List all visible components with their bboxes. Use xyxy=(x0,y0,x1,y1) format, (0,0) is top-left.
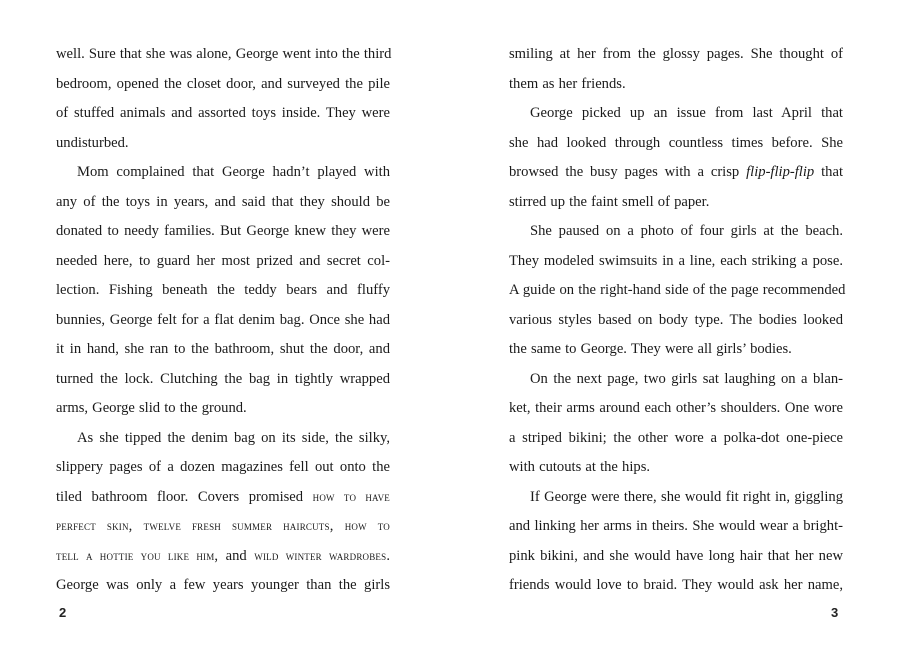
text-line: she had looked through countless times before. She xyxy=(509,134,843,151)
text-line: a striped bikini; the other wore a polka-dot one-piece xyxy=(509,429,843,446)
right-page xyxy=(509,40,846,601)
text-line: them as her friends. xyxy=(509,75,626,92)
text-line: pink bikini, and she would have long hair that her new xyxy=(509,547,843,564)
page-number-right: 3 xyxy=(831,605,839,620)
text-line: On the next page, two girls sat laughing on a blan- xyxy=(530,370,843,387)
small-caps-title: twelve fresh summer haircuts xyxy=(143,519,330,533)
text-line: stirred up the faint smell of paper. xyxy=(509,193,710,210)
page-number-left: 2 xyxy=(59,605,67,620)
text-line: arms, George slid to the ground. xyxy=(56,400,247,416)
small-caps-title: how to xyxy=(344,519,390,533)
text-line: bedroom, opened the closet door, and surveyed the pile xyxy=(56,75,390,92)
italic-text: flip-flip-flip xyxy=(746,164,815,180)
text-line: bunnies, George felt for a flat denim bag. Once she had xyxy=(56,311,390,328)
text-line: She paused on a photo of four girls at the beach. xyxy=(530,223,843,239)
text-line: needed here, to guard her most prized and secret col- xyxy=(56,252,390,269)
text-line: and linking her arms in theirs. She would wear a bright- xyxy=(509,518,843,534)
text-line xyxy=(56,483,390,513)
text-line: A guide on the right-hand side of the page recommended xyxy=(509,282,846,298)
text-run: tiled bathroom floor. Covers promised xyxy=(56,488,313,505)
text-line: smiling at her from the glossy pages. She thought of xyxy=(509,46,843,62)
text-line: donated to needy families. But George knew they were xyxy=(56,223,390,239)
text-run: browsed the busy pages with a crisp xyxy=(509,164,747,180)
small-caps-title: wild winter wardrobes xyxy=(254,548,387,563)
text-run: that xyxy=(814,164,843,180)
small-caps-title: tell a hottie you like him xyxy=(56,548,215,563)
text-run: , xyxy=(329,518,345,534)
text-line: turned the lock. Clutching the bag in tightly wrapped xyxy=(56,370,390,387)
text-line: Mom complained that George hadn’t played with xyxy=(77,164,390,180)
text-line: any of the toys in years, and said that they should be xyxy=(56,193,390,210)
text-run: . xyxy=(386,547,390,564)
text-line xyxy=(56,542,390,572)
text-line: the same to George. They were all girls’ bodies. xyxy=(509,341,792,357)
text-line: various styles based on body type. The bodies looked xyxy=(509,311,843,328)
text-line: George was only a few years younger than the girls xyxy=(56,577,390,593)
text-run: , xyxy=(128,518,144,534)
text-line xyxy=(56,512,390,542)
text-line xyxy=(509,158,843,188)
text-line: ket, their arms around each other’s shoulders. One wore xyxy=(509,400,843,416)
small-caps-title: perfect skin xyxy=(56,519,129,533)
text-line: undisturbed. xyxy=(56,134,129,151)
text-run: , and xyxy=(214,547,255,564)
text-line: If George were there, she would fit right in, giggling xyxy=(530,488,843,505)
text-line: with cutouts at the hips. xyxy=(509,459,651,475)
text-line: They modeled swimsuits in a line, each striking a pose. xyxy=(509,252,843,269)
small-caps-title: how to have xyxy=(312,489,390,504)
text-line: friends would love to braid. They would ask her name, xyxy=(509,577,843,593)
text-line: As she tipped the denim bag on its side, the silky, xyxy=(77,429,390,446)
text-line: well. Sure that she was alone, George went into the third xyxy=(56,46,392,62)
text-line: of stuffed animals and assorted toys inside. They were xyxy=(56,105,390,121)
left-page xyxy=(56,40,390,601)
text-line: lection. Fishing beneath the teddy bears and fluffy xyxy=(56,282,390,298)
text-line: slippery pages of a dozen magazines fell out onto the xyxy=(56,459,390,475)
text-line: George picked up an issue from last April that xyxy=(530,105,843,121)
text-line: it in hand, she ran to the bathroom, shut the door, and xyxy=(56,341,390,357)
